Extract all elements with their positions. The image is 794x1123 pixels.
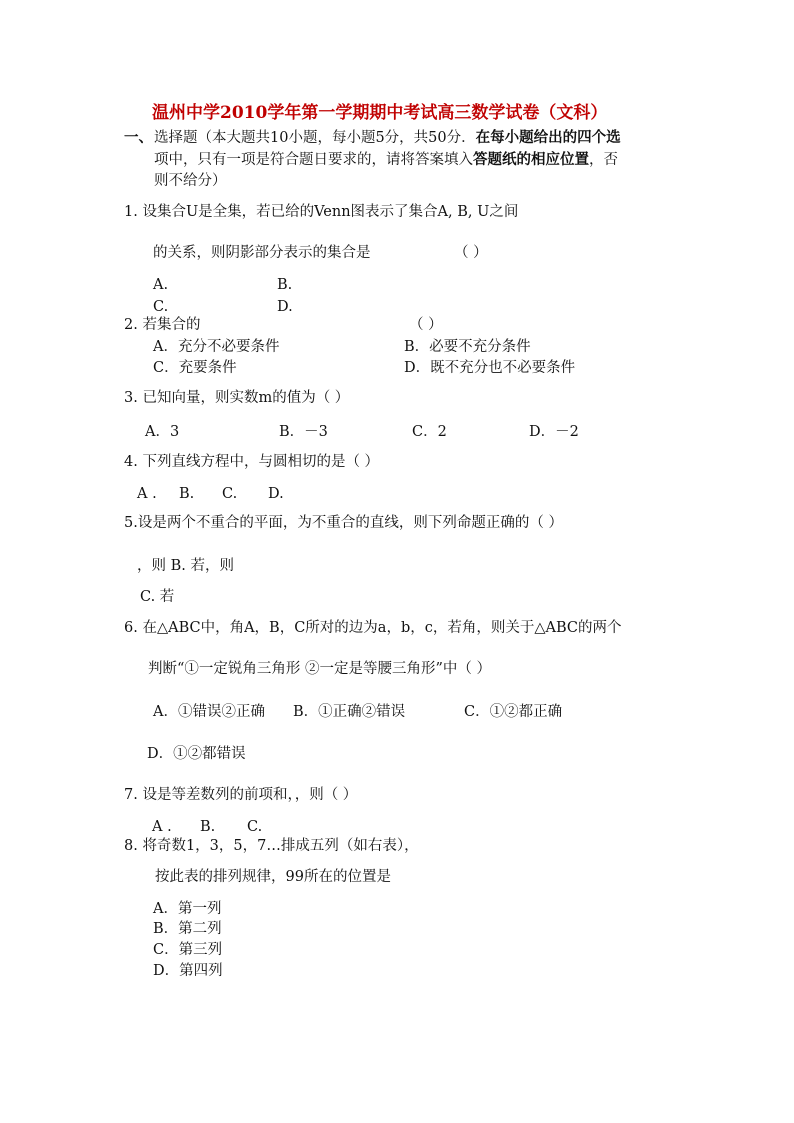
q4-stem: 4. 下列直线方程中，与圆相切的是（ ） [124,454,380,470]
q2-option-a: A．充分不必要条件 [153,339,280,355]
q1-option-b: B. [277,277,293,293]
q1-stem-line2: 的关系，则阴影部分表示的集合是 [153,245,371,261]
q7-option-c: C. [247,819,263,835]
q7-stem: 7. 设是等差数列的前项和，，则（ ） [124,787,358,803]
q1-answer-paren: （ ） [454,245,488,261]
q2-option-d: D．既不充分也不必要条件 [404,360,576,376]
q3-option-b: B．－3 [279,424,328,440]
q6-option-d: D．①②都错误 [147,746,246,762]
q8-option-c: C．第三列 [153,942,223,958]
q4-option-c: C. [222,486,238,502]
q8-stem-line1: 8. 将奇数1，3，5，7…排成五列（如右表）， [124,838,419,854]
q6-stem-line1: 6. 在△ABC中，角A，B，C所对的边为a，b，c，若角，则关于△ABC的两个 [124,620,622,636]
q4-option-d: D. [268,486,284,502]
q6-option-a: A．①错误②正确 [153,704,265,720]
exam-title: 温州中学2010学年第一学期期中考试高三数学试卷（文科） [152,103,608,123]
q7-option-b: B. [200,819,216,835]
q8-option-a: A．第一列 [153,901,222,917]
q3-option-c: C．2 [412,424,447,440]
q3-option-d: D．－2 [529,424,579,440]
q3-option-a: A．3 [145,424,180,440]
q8-stem-line2: 按此表的排列规律，99所在的位置是 [155,869,391,885]
q1-stem-line1: 1. 设集合U是全集，若已给的Venn图表示了集合A, B, U之间 [124,204,519,220]
q6-option-c: C．①②都正确 [464,704,563,720]
q5-stem: 5.设是两个不重合的平面，为不重合的直线，则下列命题正确的（ ） [124,515,563,531]
q1-option-a: A. [153,277,169,293]
section-instructions-line1: 选择题（本大题共10小题，每小题5分，共50分．在每小题给出的四个选 [154,129,621,146]
q6-stem-line2: 判断“①一定锐角三角形 ②一定是等腰三角形”中（ ） [148,661,492,677]
q4-option-a: A . [137,486,157,502]
q1-option-d: D. [277,299,293,315]
q7-option-a: A . [152,819,172,835]
q2-option-c: C．充要条件 [153,360,237,376]
q3-stem: 3. 已知向量，则实数m的值为（ ） [124,390,350,406]
q6-option-b: B．①正确②错误 [293,704,406,720]
q8-option-b: B．第二列 [153,921,222,937]
q4-option-b: B. [179,486,195,502]
q5-options-line2: ，则 B. 若，则 [137,558,234,574]
section-number: 一、 [124,129,153,146]
q1-option-c: C. [153,299,169,315]
section-instructions-line3: 则不给分） [154,173,227,189]
q2-option-b: B．必要不充分条件 [404,339,531,355]
section-instructions-line2: 项中，只有一项是符合题日要求的，请将答案填入答题纸的相应位置，否 [154,151,618,168]
q8-option-d: D．第四列 [153,963,223,979]
q2-stem: 2. 若集合的 [124,317,201,333]
q5-options-line3: C. 若 [140,589,175,605]
q2-answer-paren: （ ） [409,317,443,333]
